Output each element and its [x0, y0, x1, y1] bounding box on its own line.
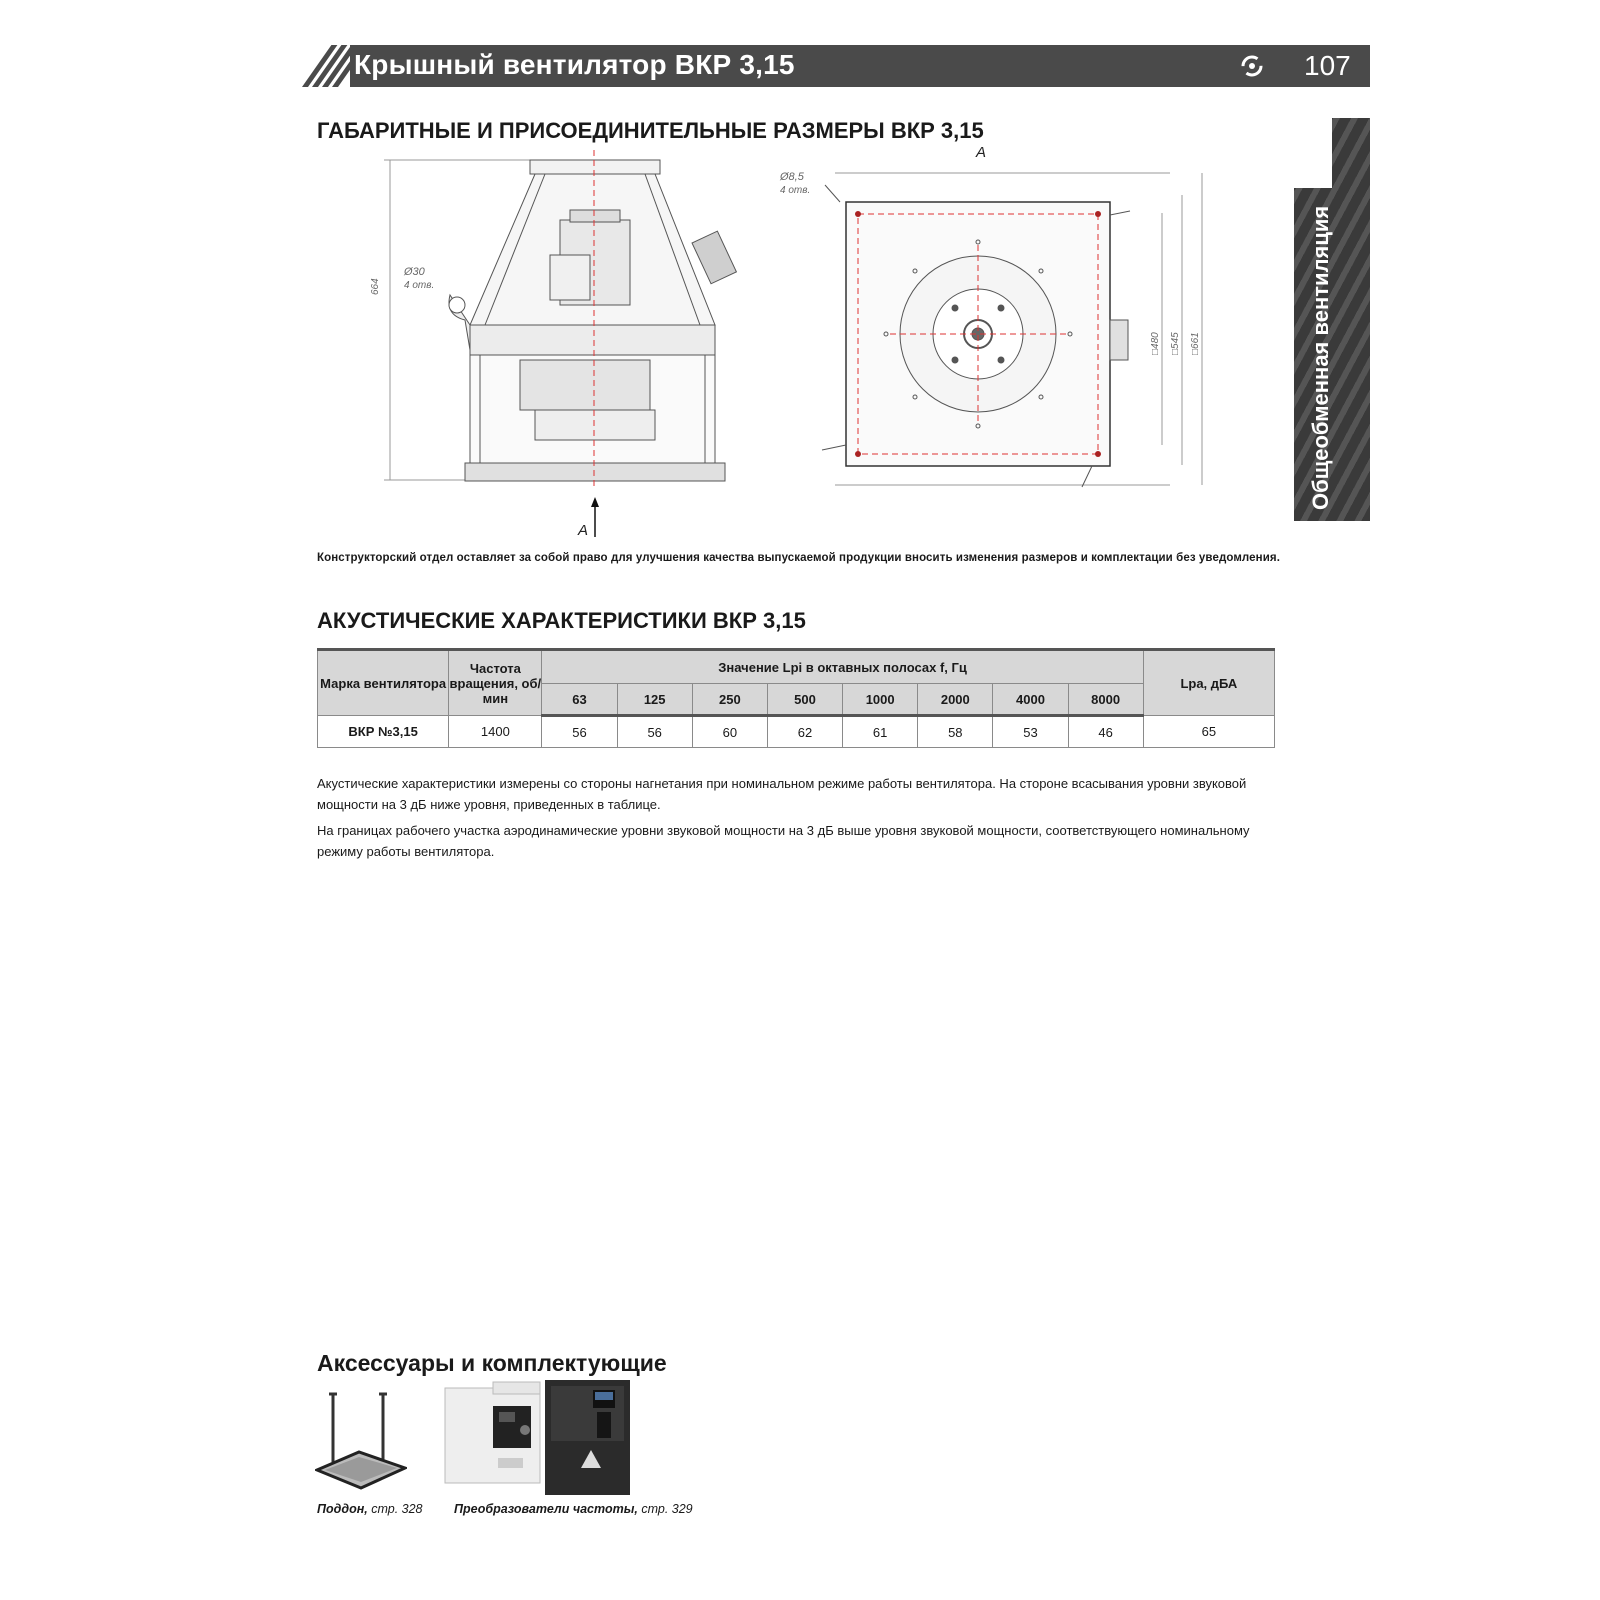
col-brand-header: Марка вентилятора	[318, 650, 449, 716]
page-title: Крышный вентилятор ВКР 3,15	[354, 49, 795, 80]
drip-tray-image[interactable]	[315, 1392, 407, 1490]
header-stripes	[298, 45, 350, 87]
square-mid-label: □545	[1170, 332, 1181, 355]
swirl-logo-icon	[1240, 54, 1264, 78]
height-label: 664	[370, 278, 381, 295]
row-speed: 1400	[449, 716, 542, 748]
freq-header: 500	[767, 684, 842, 716]
hole-large-label: Ø30	[404, 266, 425, 278]
frequency-converters-page-link[interactable]: стр. 329	[641, 1502, 693, 1516]
acoustic-heading: АКУСТИЧЕСКИЕ ХАРАКТЕРИСТИКИ ВКР 3,15	[317, 608, 806, 633]
row-value: 56	[617, 716, 692, 748]
freq-header: 63	[542, 684, 617, 716]
row-value: 58	[918, 716, 993, 748]
view-mark-top: A	[976, 145, 987, 161]
plan-view	[822, 173, 1202, 487]
row-value: 61	[843, 716, 918, 748]
hole-large-count: 4 отв.	[404, 280, 435, 291]
front-view	[384, 150, 736, 537]
row-value: 62	[767, 716, 842, 748]
frequency-converters-name: Преобразователи частоты,	[454, 1502, 638, 1516]
page-number: 107	[1304, 50, 1351, 81]
accessories-heading: Аксессуары и комплектующие	[317, 1350, 667, 1376]
acoustic-note-1: Акустические характеристики измерены со стороны нагнетания при номинальном режиме работы вентилятора. На стороне всасывания уровни звуковой мощности на 3 дБ ниже уровня, приведенных в таблице.	[317, 776, 1247, 812]
acoustic-note-2: На границах рабочего участка аэродинамические уровни звуковой мощности на 3 дБ выше уровня звуковой мощности, соответствующего номинальному режиму работы вентилятора.	[317, 823, 1250, 859]
dimensions-drawing	[370, 145, 1230, 545]
freq-header: 8000	[1068, 684, 1143, 716]
col-octave-header: Значение Lpi в октавных полосах f, Гц	[542, 650, 1143, 684]
hole-small-count: 4 отв.	[780, 185, 811, 196]
drip-tray-page-link[interactable]: стр. 328	[371, 1502, 423, 1516]
col-speed-header: Частота вращения, об/мин	[449, 650, 542, 716]
square-outer-label: □661	[1190, 332, 1201, 355]
row-value: 56	[542, 716, 617, 748]
row-value: 46	[1068, 716, 1143, 748]
side-tab-label: Общеобменная вентиляция	[1308, 205, 1333, 510]
freq-header: 250	[692, 684, 767, 716]
row-value: 60	[692, 716, 767, 748]
view-mark-bottom: A	[578, 522, 589, 539]
design-disclaimer: Конструкторский отдел оставляет за собой право для улучшения качества выпускаемой продукции вносить изменения размеров и комплектации без уведомления.	[317, 552, 1280, 564]
drip-tray-caption	[317, 1502, 423, 1516]
acoustic-table	[317, 648, 1275, 748]
frequency-converters-image[interactable]	[443, 1380, 638, 1495]
hole-small-label: Ø8,5	[780, 171, 804, 183]
table-row	[318, 716, 1275, 748]
freq-header: 4000	[993, 684, 1068, 716]
drip-tray-name: Поддон,	[317, 1502, 368, 1516]
col-lpa-header: Lpa, дБА	[1143, 650, 1274, 716]
page-header	[298, 45, 1370, 87]
row-value: 53	[993, 716, 1068, 748]
frequency-converters-caption	[454, 1502, 693, 1516]
freq-header: 125	[617, 684, 692, 716]
row-brand: ВКР №3,15	[318, 716, 449, 748]
square-inner-label: □480	[1150, 332, 1161, 355]
freq-header: 2000	[918, 684, 993, 716]
dimensions-heading: ГАБАРИТНЫЕ И ПРИСОЕДИНИТЕЛЬНЫЕ РАЗМЕРЫ ВКР 3,15	[317, 118, 984, 143]
freq-header: 1000	[843, 684, 918, 716]
section-side-tab	[1294, 118, 1370, 521]
row-lpa: 65	[1143, 716, 1274, 748]
